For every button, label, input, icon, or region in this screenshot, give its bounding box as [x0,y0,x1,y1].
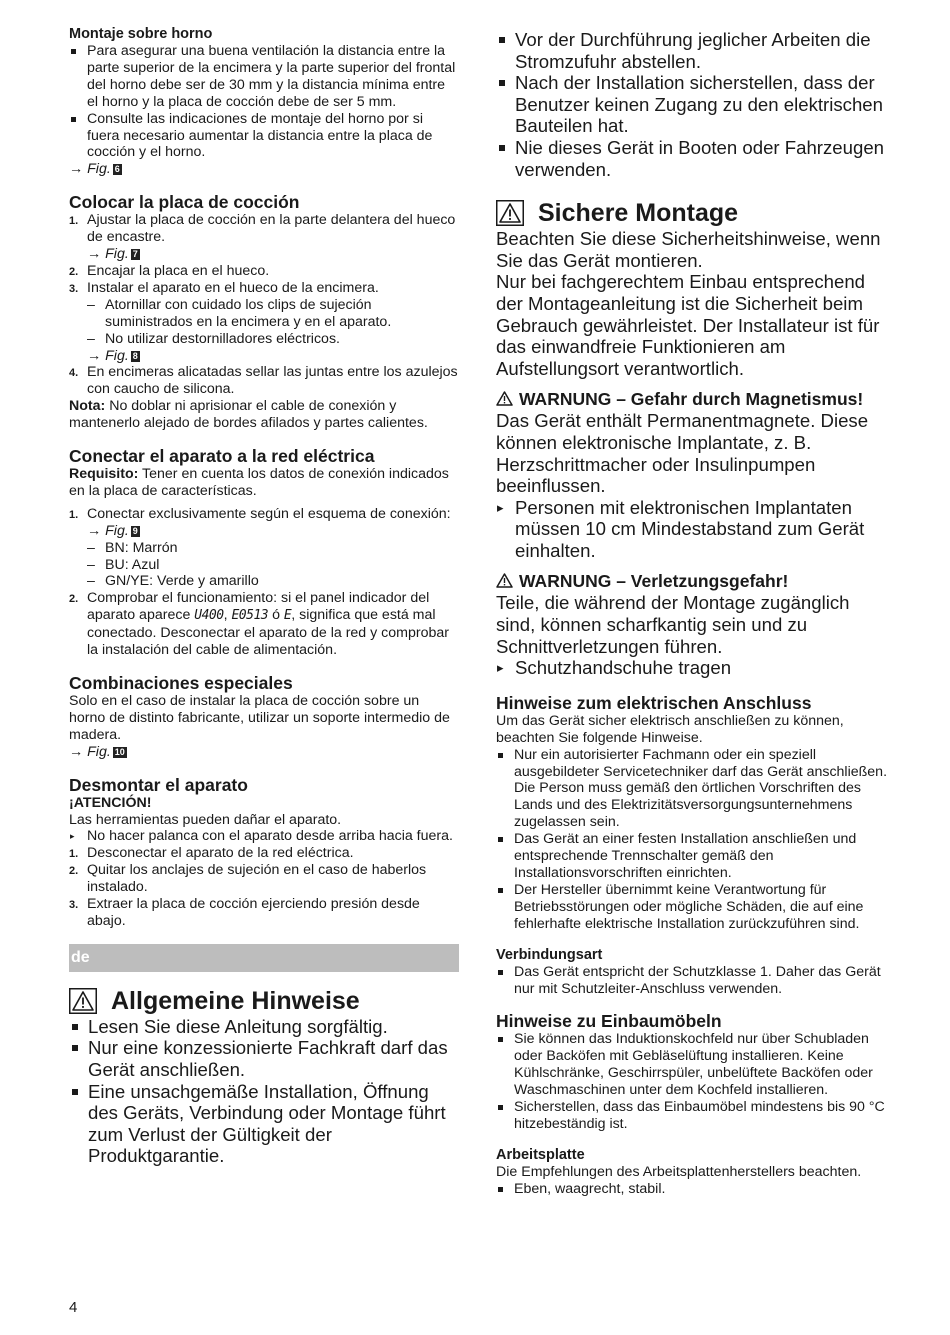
warning-icon [496,200,524,226]
list-item: Der Hersteller übernimmt keine Verantwortung für Betriebsstörungen oder mögliche Schäden, die auf eine fehlerhafte elektrische Installation zurückzuführen sind. [496,882,888,933]
language-bar: de [69,944,459,972]
list-item: Nur ein autorisierter Fachmann oder ein speziell ausgebildeter Servicetechniker darf das Gerät anschließen. Die Person muss gemäß den örtlichen Vorschriften des Lands und des Elektrizitätsversorgungsunternehmens zugelassen sein. [496,747,888,832]
list-item: ▸ Personen mit elektronischen Implantaten müssen 10 cm Mindestabstand zum Gerät einhalten. [496,497,888,562]
desmontar-heading: Desmontar el aparato [69,774,248,795]
list-item: – BN: Marrón [87,540,459,557]
list-item: Das Gerät entspricht der Schutzklasse 1. Daher das Gerät nur mit Schutzleiter-Anschluss verwenden. [496,964,888,998]
list-item: Nie dieses Gerät in Booten oder Fahrzeugen verwenden. [496,137,888,180]
attention-text: Las herramientas pueden dañar el aparato. [69,811,342,828]
sub-list [87,297,459,348]
verbindung-list [496,964,888,998]
attention-label: ¡ATENCIÓN! [69,794,152,811]
list-item: 1. Conectar exclusivamente según el esquema de conexión: → Fig. 9 – BN: Marrón – BU: Azul – GN/YE: Verde y amarillo [69,506,459,591]
list-item: 1. Ajustar la placa de cocción en la parte delantera del hueco de encastre. → Fig. 7 [69,212,459,263]
desmontar-tip [69,828,459,845]
figure-reference: → Fig. 8 [87,347,138,364]
allgemeine-list [69,1016,459,1167]
list-item: – No utilizar destornilladores eléctricos. [87,331,459,348]
warning-injury-text: Teile, die während der Montage zugänglich sind, können scharfkantig sein und zu Schnittverletzungen führen. [496,592,850,657]
sichere-text: Nur bei fachgerechtem Einbau entsprechend der Montageanleitung ist die Sicherheit beim Gebrauch gewährleistet. Der Installateur ist für das einwandfreie Funktionieren am Aufstellungsort verantwortlich. [496,271,880,379]
page-number: 4 [69,1299,78,1316]
colocar-heading: Colocar la placa de cocción [69,192,300,213]
list-item: Lesen Sie diese Anleitung sorgfältig. [69,1016,459,1038]
right-column [496,29,888,1198]
elektrisch-list [496,747,888,933]
figure-number-badge: 6 [114,164,120,175]
list-item: Sicherstellen, dass das Einbaumöbel mindestens bis 90 °C hitzebeständig ist. [496,1099,888,1133]
list-item: Eine unsachgemäße Installation, Öffnung des Geräts, Verbindung oder Montage führt zum Verlust der Gültigkeit der Produktgarantie. [69,1081,459,1167]
einbau-heading: Hinweise zu Einbaumöbeln [496,1011,722,1032]
left-column [69,26,459,1167]
warning-magnetism-heading: WARNUNG – Gefahr durch Magnetismus! [496,389,888,410]
list-item: 1. Desconectar el aparato de la red eléctrica. [69,845,354,862]
figure-number-badge: 8 [132,350,138,361]
requisito: Requisito: Tener en cuenta los datos de conexión indicados en la placa de características. [69,466,449,499]
desmontar-steps [69,845,459,930]
warning-injury-heading: WARNUNG – Verletzungsgefahr! [496,571,888,592]
wire-list [87,540,459,591]
list-item: 2. Comprobar el funcionamiento: si el panel indicador del aparato aparece U400, E0513 ó E, significa que está mal conectado. Desconectar el aparato de la red y comprobar la instalación del cable de alimentación. [69,590,449,659]
allgemeine-heading: Allgemeine Hinweise [69,986,459,1016]
list-item: Para asegurar una buena ventilación la distancia entre la parte superior de la encimera y la parte superior del frontal del horno debe ser de 30 mm y la distancia mínima entre el horno y la placa de cocción debe de ser 5 mm. [69,43,459,111]
figure-reference: → Fig. 6 [69,161,120,178]
list-item: 2. Encajar la placa en el hueco. [69,262,270,279]
arbeitsplatte-heading: Arbeitsplatte [496,1146,585,1163]
list-item: Consulte las indicaciones de montaje del horno por si fuera necesario aumentar la distancia entre la placa de cocción y el horno. [69,111,459,162]
figure-reference: → Fig. 7 [87,246,138,263]
list-item: 3. Extraer la placa de cocción ejerciendo presión desde abajo. [69,896,420,929]
list-item: ▸ No hacer palanca con el aparato desde arriba hacia fuera. [69,828,459,845]
elektrisch-heading: Hinweise zum elektrischen Anschluss [496,692,812,713]
warning-icon [69,988,97,1014]
display-code: U400 [194,608,224,624]
list-item: Nach der Installation sicherstellen, dass der Benutzer keinen Zugang zu den elektrischen Bauteilen hat. [496,72,888,137]
list-item: Eben, waagrecht, stabil. [496,1181,888,1198]
elektrisch-intro: Um das Gerät sicher elektrisch anschließen zu können, beachten Sie folgende Hinweise. [496,712,844,746]
list-item: 4. En encimeras alicatadas sellar las juntas entre los azulejos con caucho de silicona. [69,364,458,398]
sichere-intro: Beachten Sie diese Sicherheitshinweise, wenn Sie das Gerät montieren. [496,228,881,271]
warning-magnetism-text: Das Gerät enthält Permanentmagnete. Diese können elektronische Implantate, z. B. Herzschrittmacher oder Insulinpumpen beeinflussen. [496,410,869,497]
list-item: Vor der Durchführung jeglicher Arbeiten die Stromzufuhr abstellen. [496,29,888,72]
list-item: 3. Instalar el aparato en el hueco de la encimera. – Atornillar con cuidado los clips de sujeción suministrados en la encimera y en el aparato. – No utilizar destornilladores eléctricos. → Fig. 8 [69,280,459,365]
colocar-steps [69,212,459,398]
arbeitsplatte-text: Die Empfehlungen des Arbeitsplattenherstellers beachten. [496,1163,862,1180]
list-item: – GN/YE: Verde y amarillo [87,573,459,590]
list-item: Nur eine konzessionierte Fachkraft darf das Gerät anschließen. [69,1037,459,1080]
montaje-list [69,43,459,161]
warning-triangle-icon [496,391,513,406]
display-code: E0513 [231,608,269,624]
warning-triangle-icon [496,573,513,588]
list-item: ▸ Schutzhandschuhe tragen [496,657,888,679]
list-item: 2. Quitar los anclajes de sujeción en el caso de haberlos instalado. [69,862,427,896]
list-item: Sie können das Induktionskochfeld nur über Schubladen oder Backöfen mit Gebläselüftung installieren. Keine Kühlschränke, Geschirrspüler, unbelüftete Backöfen oder Waschmaschinen unter dem Kochfeld installieren. [496,1031,888,1099]
list-item: Das Gerät an einer festen Installation anschließen und entsprechende Trennschalter gemäß den Installationsvorschriften einrichten. [496,831,888,882]
figure-number-badge: 9 [132,525,138,536]
warning-magnetism-tip [496,497,888,562]
sichere-heading: Sichere Montage [496,198,888,228]
figure-number-badge: 10 [114,746,125,757]
verbindung-heading: Verbindungsart [496,946,603,963]
arbeitsplatte-list [496,1181,888,1198]
figure-reference: → Fig. 10 [69,743,125,760]
display-code: E [283,608,292,624]
nota: Nota: No doblar ni aprisionar el cable de conexión y mantenerlo alejado de bordes afilados y partes calientes. [69,398,428,432]
safety-list [496,29,888,180]
combinaciones-heading: Combinaciones especiales [69,673,293,693]
figure-reference: → Fig. 9 [87,522,138,539]
warning-injury-tip [496,657,888,679]
list-item: – Atornillar con cuidado los clips de sujeción suministrados en la encimera y en el aparato. [87,297,459,331]
conectar-heading: Conectar el aparato a la red eléctrica [69,446,375,467]
list-item: – BU: Azul [87,557,459,574]
montaje-heading: Montaje sobre horno [69,26,213,42]
figure-number-badge: 7 [132,249,138,260]
einbau-list [496,1031,888,1132]
conectar-steps [69,506,459,659]
combinaciones-text: Solo en el caso de instalar la placa de cocción sobre un horno de distinto fabricante, utilizar un soporte intermedio de madera. [69,693,450,743]
